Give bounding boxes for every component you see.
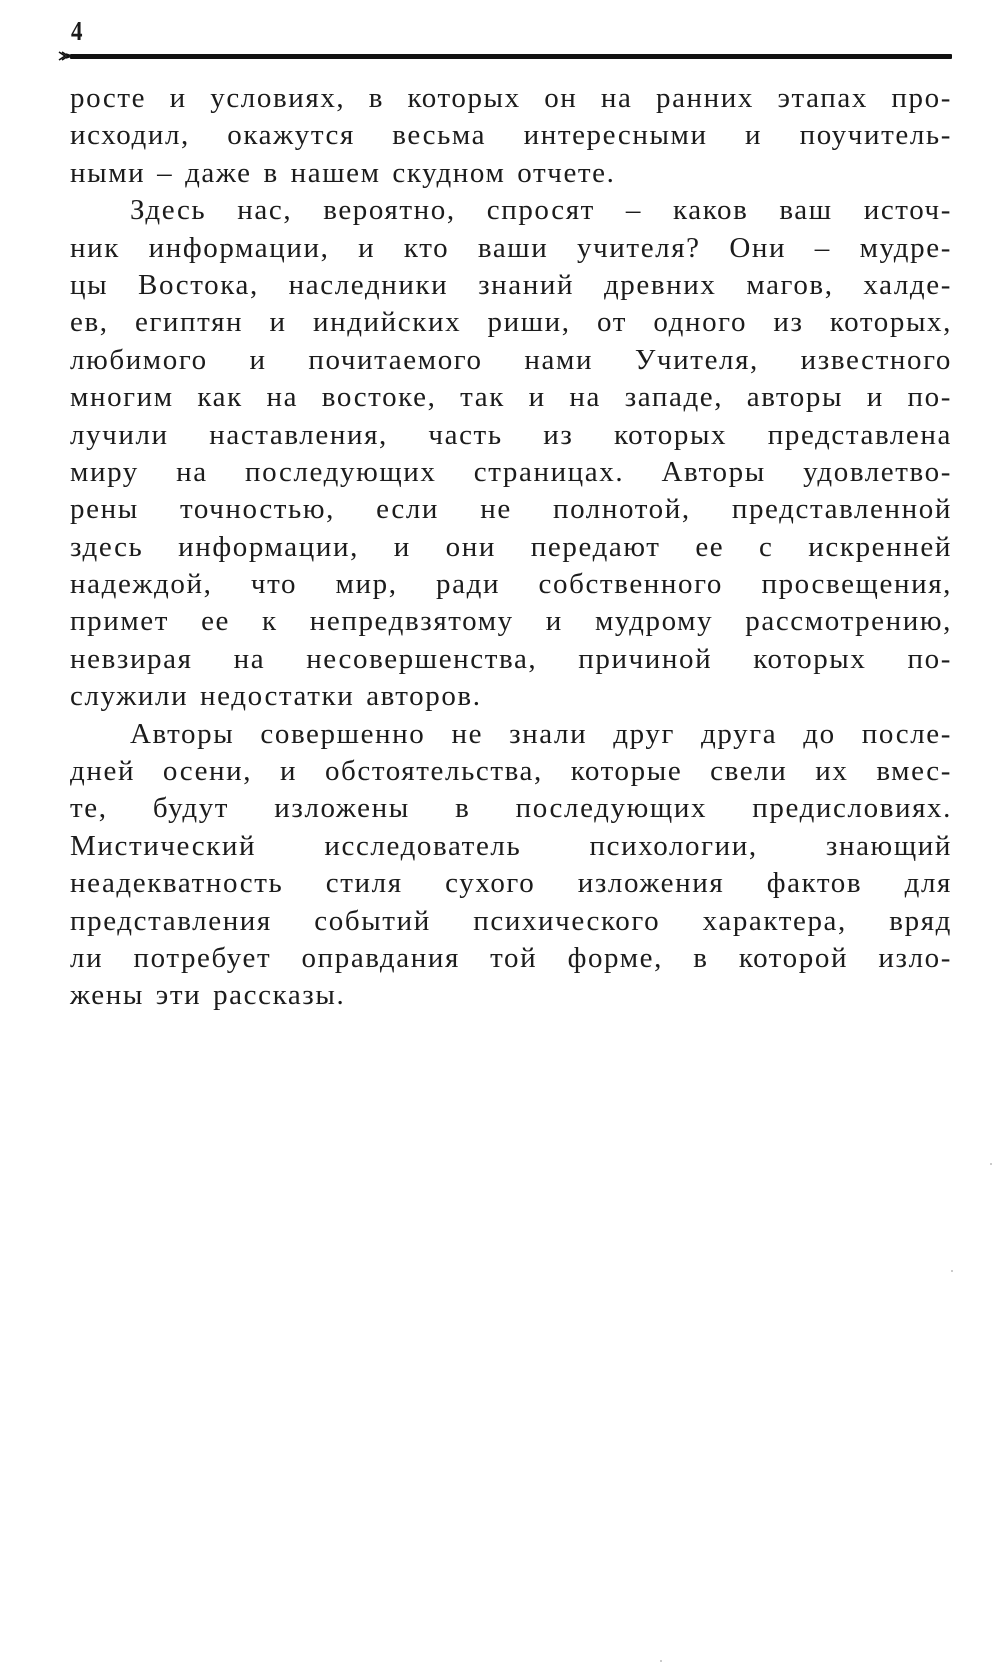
scan-speck [990, 1163, 992, 1165]
paragraph-3 [70, 716, 952, 1015]
text-line: рены точностью, если не полнотой, представленной [70, 493, 952, 526]
body-text [70, 80, 952, 1015]
text-line: представления событий психического характера, вряд [70, 904, 952, 937]
scan-speck [951, 1270, 953, 1272]
header-rule [70, 54, 952, 59]
text-line: цы Востока, наследники знаний древних магов, халде- [70, 268, 952, 301]
text-line: ли потребует оправдания той форме, в которой изло- [70, 941, 952, 974]
text-line: здесь информации, и они передают ее с искренней [70, 530, 952, 563]
paragraph-1 [70, 80, 952, 192]
text-line: ными – даже в нашем скудном отчете. [70, 156, 616, 189]
text-line: неадекватность стиля сухого изложения фактов для [70, 867, 952, 900]
text-line: Авторы совершенно не знали друг друга до после- [130, 717, 952, 750]
text-line: любимого и почитаемого нами Учителя, известного [70, 343, 952, 376]
text-line: многим как на востоке, так и на западе, авторы и по- [70, 381, 952, 414]
text-line: ев, египтян и индийских риши, от одного из которых, [70, 306, 952, 339]
text-line: надеждой, что мир, ради собственного просвещения, [70, 568, 952, 601]
text-line: служили недостатки авторов. [70, 680, 482, 713]
scan-speck [660, 1660, 662, 1662]
text-line: миру на последующих страницах. Авторы удовлетво- [70, 455, 952, 488]
paragraph-2 [70, 192, 952, 715]
page-number: 4 [71, 16, 83, 46]
text-line: те, будут изложены в последующих предисловиях. [70, 792, 952, 825]
text-line: исходил, окажутся весьма интересными и поучитель- [70, 119, 952, 152]
text-line: примет ее к непредвзятому и мудрому рассмотрению, [70, 605, 952, 638]
text-line: лучили наставления, часть из которых представлена [70, 418, 952, 451]
text-line: Здесь нас, вероятно, спросят – каков ваш источ- [130, 194, 952, 227]
text-line: невзирая на несовершенства, причиной которых по- [70, 642, 952, 675]
text-line: жены эти рассказы. [70, 979, 346, 1012]
text-line: ник информации, и кто ваши учителя? Они – мудре- [70, 231, 952, 264]
text-line: росте и условиях, в которых он на ранних этапах про- [70, 82, 952, 114]
text-line: дней осени, и обстоятельства, которые свели их вмес- [70, 755, 952, 788]
text-line: Мистический исследователь психологии, знающий [70, 829, 952, 862]
